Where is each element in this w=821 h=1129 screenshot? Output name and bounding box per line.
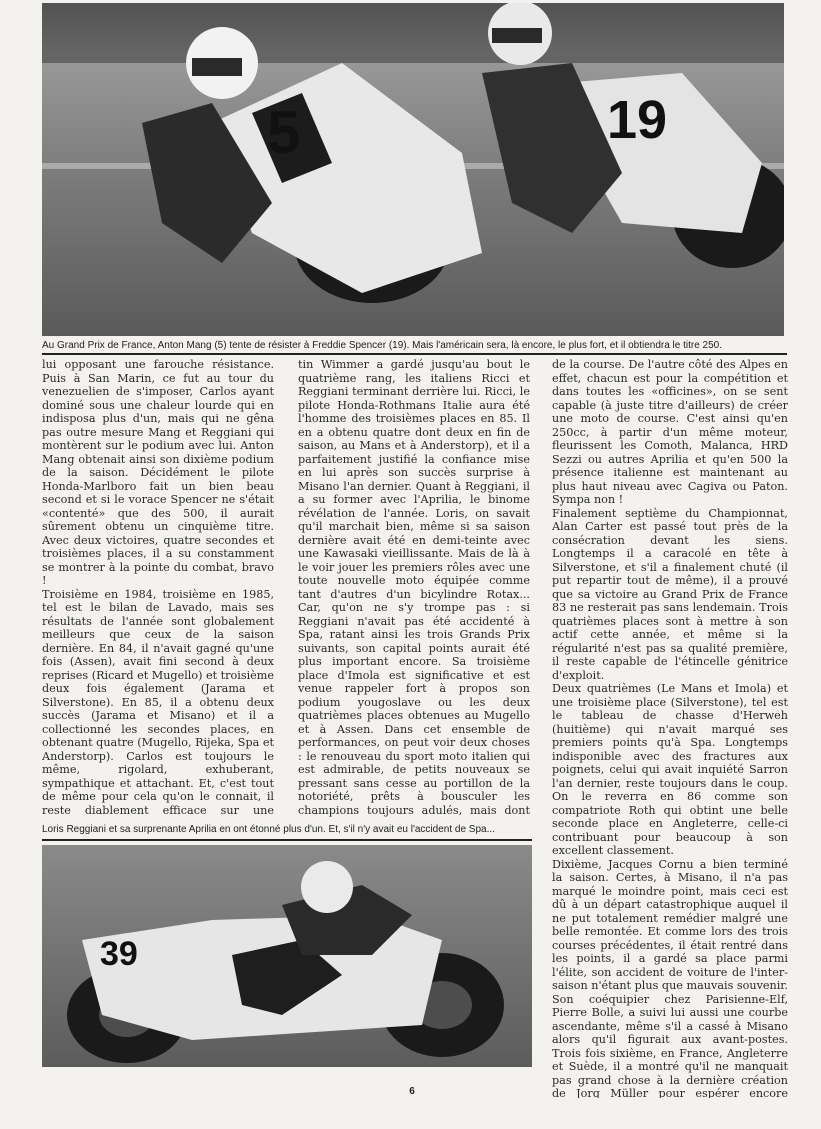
article-column-2 [298,358,530,818]
photo-reggiani-aprilia-image [42,845,532,1067]
photo-reggiani-aprilia [42,845,532,1067]
article-column-3 [552,358,788,1098]
paragraph: lui opposant une farouche résistance. Puis à San Marin, ce fut au tour du venezuelien de s'imposer, Carlos ayant dominé sous une chaleur lourde qui en indisposa plus d'un, mais qui ne gêna pas outre mesure Mang et Reggiani qui montèrent sur le podium avec lui. Anton Mang obtenait ainsi son dixième podium de la saison. Décidément le pilote Honda-Marlboro fait un bien beau second et si le vorace Spencer ne s'était «contenté» que des 500, il aurait sûrement obtenu un cinquième titre. Avec deux victoires, quatre secondes et troisièmes places, il a su constamment se montrer à la pointe du combat, bravo ! [42,358,274,587]
caption-rule-bottom [42,839,532,841]
article-column-1 [42,358,274,818]
page-number: 6 [409,1086,415,1097]
bike-number-5: 5 [267,99,301,166]
caption-top: Au Grand Prix de France, Anton Mang (5) tente de résister à Freddie Spencer (19). Mais l'américain sera, là encore, le plus fort, et il obtiendra le titre 250. [42,340,723,351]
paragraph: Troisième en 1984, troisième en 1985, tel est le bilan de Lavado, mais ses résultats de l'année sont globalement meilleurs que ceux de la saison dernière. En 84, il n'avait gagné qu'une fois (Assen), avait fini second à deux reprises (Ricard et Mugello) et troisième deux fois également (Jarama et Silverstone). En 85, il a obtenu deux succès (Jarama et Misano) et il a collectionné les secondes places, en obtenant quatre (Mugello, Rijeka, Spa et Anderstorp). Carlos est toujours le même, rigolard, exhuberant, sympathique et attachant. Et, c'est tout de même pour cela qu'on le connait, il reste diablement efficace sur une [42,587,274,817]
caption-rule-top [42,353,787,355]
photo-mang-spencer [42,3,784,336]
paragraph: Dixième, Jacques Cornu a bien terminé la saison. Certes, à Misano, il n'a pas marqué le moindre point, mais ceci est dû à un départ catastrophique auquel il ne put totalement remédier malgré une belle remontée. Et comme lors des trois courses précédentes, il était rentré dans les points, il a gardé sa place parmi l'élite, son accident de voiture de l'inter-saison n'étant plus que mauvais souvenir. Son coéquipier chez Parisienne-Elf, Pierre Bolle, a suivi lui aussi une courbe ascendante, même s'il a cassé à Misano alors qu'il figurait aux avant-postes. Trois fois sixième, en France, Angleterre et Suède, il a montré qu'il ne manquait pas grand chose à la dernière création de Jorg Müller pour espérer encore [552,857,788,1098]
paragraph: Finalement septième du Championnat, Alan Carter est passé tout près de la consécration devant les siens. Longtemps il a caracolé en tête à Silverstone, et s'il a finalement chuté (il put repartir tout de même), il a prouvé que sa victoire au Grand Prix de France 83 ne resterait pas sans lendemain. Trois quatrièmes places sont à mettre à son actif cette année, et même si la régularité n'est pas sa qualité première, il reste capable de l'étincelle génitrice d'exploit. [552,506,788,682]
caption-bottom: Loris Reggiani et sa surprenante Aprilia en ont étonné plus d'un. Et, s'il n'y avait eu l'accident de Spa... [42,824,495,835]
bike-number-19: 19 [607,90,668,150]
photo-mang-spencer-image [42,3,784,336]
paragraph: de la course. De l'autre côté des Alpes en effet, chacun est pour la compétition et dans toutes les «officines», on se sent capable (à juste titre d'ailleurs) de créer une moto de course. C'est ainsi qu'en 250cc, à partir d'un même moteur, fleurissent les Comoth, Malanca, HRD Sezzi ou autres Aprilia et qu'en 500 la présence italienne est maintenant au plus haut niveau avec Cagiva ou Paton. Sympa non ! [552,358,788,506]
paragraph: Deux quatrièmes (Le Mans et Imola) et une troisième place (Silverstone), tel est le tableau de chasse d'Herweh (huitième) qui n'avait marqué ses premiers points qu'à Spa. Longtemps indisponible avec des fractures aux poignets, celui qui avait inquiété Sarron l'an dernier, reste toujours dans le coup. On le reverra en 86 comme son compatriote Roth qui obtint une belle seconde place en Angleterre, celle-ci contribuant pour beaucoup à son excellent classement. [552,682,788,857]
bike-number-39: 39 [100,935,138,973]
paragraph: tin Wimmer a gardé jusqu'au bout le quatrième rang, les italiens Ricci et Reggiani terminant derrière lui. Ricci, le pilote Honda-Rothmans Italie aura été l'homme des troisièmes places en 85. Il en a obtenu quatre dont deux en fin de saison, au Mans et à Anderstorp), et il a parfaitement justifié la confiance mise en lui après son succès surprise à Misano l'an dernier. Quant à Reggiani, il a su former avec l'Aprilia, le binome révélation de l'année. Loris, on savait qu'il marchait bien, même si sa saison dernière avait été en demi-teinte avec une Kawasaki vieillissante. Mais de là à le voir jouer les premiers rôles avec une toute nouvelle moto équipée comme tant d'autres d'un bicylindre Rotax... Car, qu'on ne s'y trompe pas : si Reggiani n'avait pas été accidenté à Spa, ratant ainsi les trois Grands Prix suivants, son capital points aurait été plus important encore. Sa troisième place d'Imola est significative et est venue rappeler fort à propos son podium yougoslave ou les deux quatrièmes places obtenues au Mugello et à Assen. Dans cet ensemble de performances, on peut voir deux choses : le renouveau du sport moto italien qui est admirable, de petits nouveaux se pressant sans cesse au portillon de la notoriété, prêts à bousculer les champions toujours adulés, mais dont [298,358,530,817]
